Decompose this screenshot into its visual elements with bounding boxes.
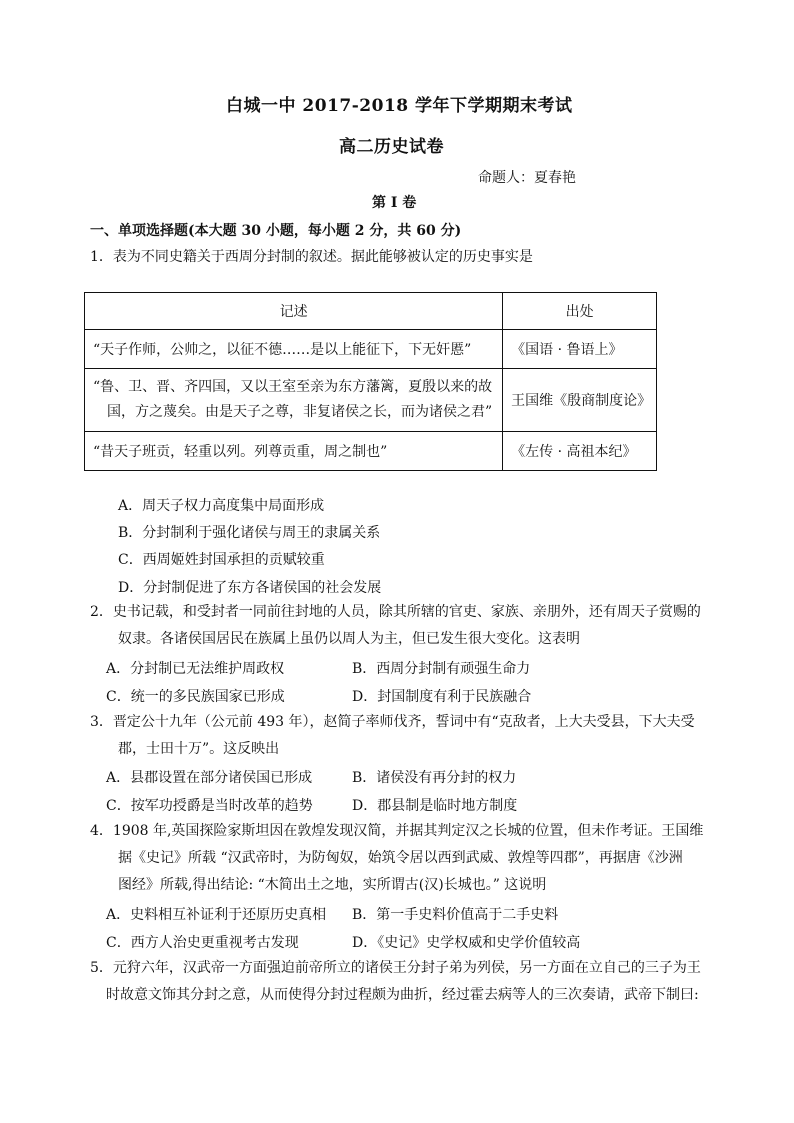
q2-option-d: D．封国制度有利于民族融合 — [352, 689, 532, 705]
q4-stem-line3: 图经》所载,得出结论: “木简出土之地，实所谓古(汉)长城也。” 这说明 — [118, 877, 547, 893]
q4-option-b: B．第一手史料价值高于二手史料 — [352, 907, 559, 923]
q4-stem-line1: 4．1908 年,英国探险家斯坦因在敦煌发现汉简，并据其判定汉之长城的位置，但未作考证。王国维 — [90, 823, 704, 839]
q1-source-table — [84, 292, 657, 471]
table-cell-narrative — [85, 369, 503, 432]
q1-option-b: B．分封制利于强化诸侯与周王的隶属关系 — [118, 525, 381, 541]
q5-stem-line2: 时故意文饰其分封之意，从而使得分封过程颇为曲折，经过霍去病等人的三次奏请，武帝下制曰: — [106, 987, 699, 1003]
q2-option-b: B．西周分封制有顽强生命力 — [352, 661, 531, 677]
q3-option-d: D．郡县制是临时地方制度 — [352, 798, 518, 814]
q2-option-c: C．统一的多民族国家已形成 — [106, 689, 285, 705]
q1-stem: 1．表为不同史籍关于西周分封制的叙述。据此能够被认定的历史事实是 — [90, 249, 533, 265]
q3-option-b: B．诸侯没有再分封的权力 — [352, 770, 517, 786]
q1-option-c: C．西周姬姓封国承担的贡赋较重 — [118, 552, 325, 568]
table-header-row — [85, 293, 657, 330]
q2-stem-line2: 奴隶。各诸侯国居民在族属上虽仍以周人为主，但已发生很大变化。这表明 — [118, 631, 580, 647]
table-cell-source: 《国语 · 鲁语上》 — [503, 330, 657, 369]
q3-stem-line1: 3．晋定公十九年（公元前 493 年），赵简子率师伐齐，誓词中有“克敌者，上大夫受县，下大夫受 — [90, 714, 695, 730]
author-line: 命题人：夏春艳 — [478, 170, 576, 186]
q4-stem-line2: 据《史记》所载 “汉武帝时，为防匈奴，始筑令居以西到武威、敦煌等四郡”，再据唐《沙洲 — [118, 850, 683, 866]
q4-option-d: D．《史记》史学权威和史学价值较高 — [352, 935, 581, 951]
q3-stem-line2: 郡，士田十万”。这反映出 — [118, 741, 280, 757]
q4-option-a: A．史料相互补证利于还原历史真相 — [106, 907, 327, 923]
table-cell-source: 《左传 · 高祖本纪》 — [503, 432, 657, 471]
table-cell-narrative: “天子作师，公帅之，以征不德……是以上能征下，下无奸慝” — [85, 330, 503, 369]
table-cell-line: 国，方之蔑矣。由是天子之尊，非复诸侯之长，而为诸侯之君” — [107, 404, 493, 420]
table-cell-narrative: “昔天子班贡，轻重以列。列尊贡重，周之制也” — [85, 432, 503, 471]
table-cell-source: 王国维《殷商制度论》 — [503, 369, 657, 432]
table-row — [85, 369, 657, 432]
table-cell-line: “鲁、卫、晋、齐四国，又以王室至亲为东方藩篱，夏殷以来的故 — [93, 379, 493, 395]
q1-option-a: A．周天子权力高度集中局面形成 — [118, 498, 325, 514]
volume-label: 第 I 卷 — [372, 195, 417, 211]
q2-option-a: A．分封制已无法维护周政权 — [106, 661, 285, 677]
q3-option-a: A．县郡设置在部分诸侯国已形成 — [106, 770, 313, 786]
q3-option-c: C．按军功授爵是当时改革的趋势 — [106, 798, 313, 814]
exam-subject-title: 高二历史试卷 — [339, 137, 444, 157]
table-row — [85, 330, 657, 369]
table-header-narrative: 记述 — [85, 293, 503, 330]
table-header-source: 出处 — [503, 293, 657, 330]
section-title: 一、单项选择题(本大题 30 小题，每小题 2 分，共 60 分) — [90, 223, 462, 239]
table-row — [85, 432, 657, 471]
q4-option-c: C．西方人治史更重视考古发现 — [106, 935, 299, 951]
exam-school-title: 白城一中 2017-2018 学年下学期期末考试 — [226, 96, 573, 116]
q5-stem-line1: 5．元狩六年，汉武帝一方面强迫前帝所立的诸侯王分封子弟为列侯，另一方面在立自己的三子为王 — [90, 960, 701, 976]
q1-option-d: D．分封制促进了东方各诸侯国的社会发展 — [118, 580, 382, 596]
q2-stem-line1: 2．史书记载，和受封者一同前往封地的人员，除其所辖的官吏、家族、亲朋外，还有周天子赏赐的 — [90, 604, 701, 620]
